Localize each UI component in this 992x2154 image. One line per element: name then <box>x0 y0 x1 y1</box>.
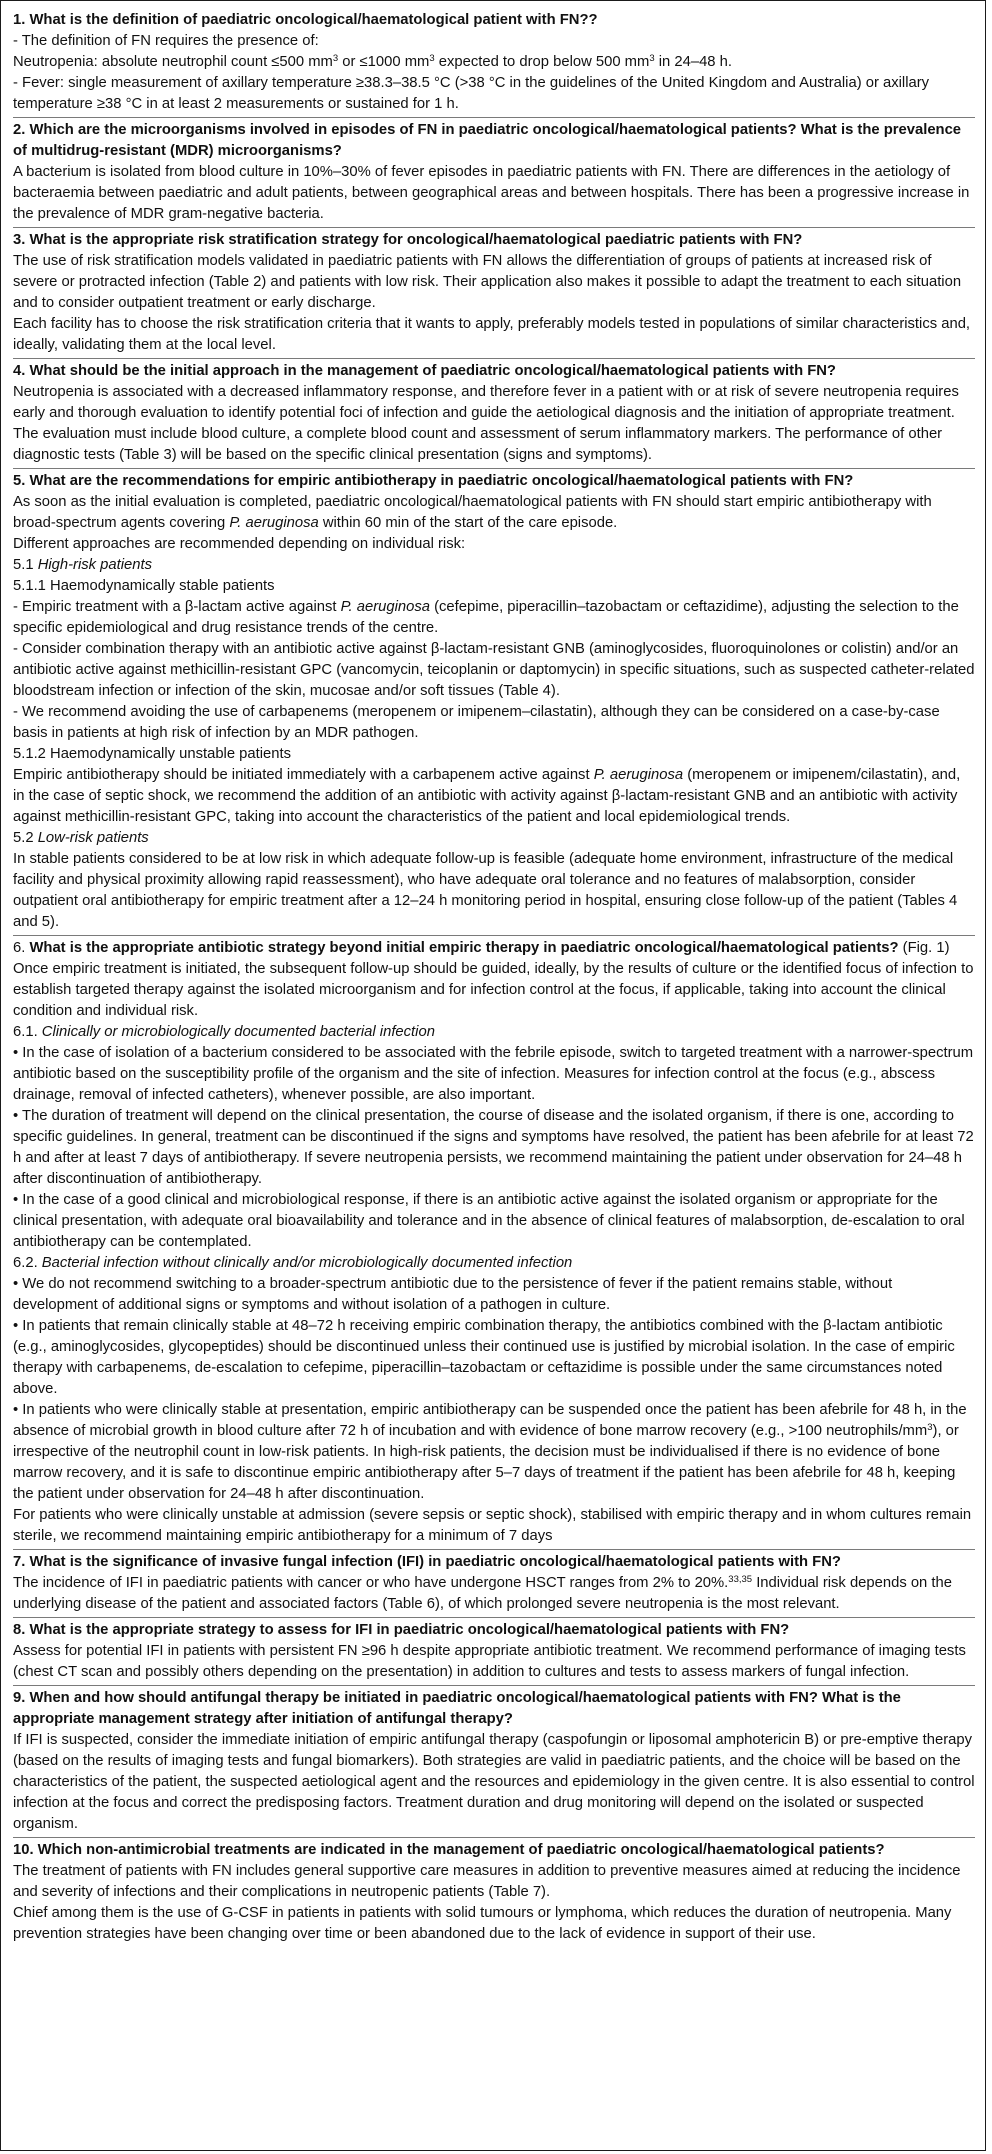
divider <box>13 935 975 936</box>
subheading-6-1: 6.1. Clinically or microbiologically documented bacterial infection <box>13 1024 435 1040</box>
subheading-5-1-2: 5.1.2 Haemodynamically unstable patients <box>13 746 292 762</box>
q6-item: • In patients who were clinically stable at presentation, empiric antibiotherapy can be suspended once the patient has been afebrile for 48 h, in the absence of microbial growth in blood culture after 72 h of incubation and with evidence of bone marrow recovery (e.g., >100 neutrophils/$mm^3$), or irrespective of the neutrophil count in low-risk patients. In high-risk patients, the decision must be individualised if there is no evidence of bone marrow recovery, and it is safe to discontinue empiric antibiotherapy after 5–7 days of treatment if the patient has been afebrile for 48 h, keeping the patient under observation for 24–48 h after discontinuation. <box>13 1402 967 1502</box>
q4-paragraph: Neutropenia is associated with a decreased inflammatory response, and therefore fever in a patient with or at risk of severe neutropenia requires early and thorough evaluation to identify potential foci of infection and guide the aetiological diagnosis and the initiation of appropriate treatment. The evaluation must include blood culture, a complete blood count and assessment of serum inflammatory markers. The performance of other diagnostic tests (Table 3) will be based on the specific clinical presentation (signs and symptoms). <box>13 384 959 463</box>
q10-paragraph: The treatment of patients with FN includes general supportive care measures in addition to preventive measures aimed at reducing the incidence and severity of infections and their complications in neutropenic patients (Table 7). <box>13 1863 961 1900</box>
question-6: 6. What is the appropriate antibiotic strategy beyond initial empiric therapy in paediatric oncological/haematological patients? (Fig. 1) <box>13 940 950 956</box>
q5-paragraph: In stable patients considered to be at low risk in which adequate follow-up is feasible (adequate home environment, infrastructure of the medical facility and physical proximity allowing rapid reassessment), who have adequate oral tolerance and no features of malabsorption, consider outpatient oral antibiotherapy for empiric treatment after a 12–24 h monitoring period in hospital, ensuring close follow-up of the patient (Tables 4 and 5). <box>13 851 958 930</box>
q1-paragraph: - The definition of FN requires the presence of: <box>13 33 319 49</box>
subheading-5-2: 5.2 Low-risk patients <box>13 830 149 846</box>
question-1: 1. What is the definition of paediatric oncological/haematological patient with FN?? <box>13 12 598 28</box>
q6-item: • The duration of treatment will depend on the clinical presentation, the course of disease and the isolated organism, if there is one, according to specific guidelines. In general, treatment can be discontinued if the signs and symptoms have resolved, the patient has been afebrile for at least 72 h and after at least 7 days of antibiotherapy. If severe neutropenia persists, we recommend maintaining the patient under observation for 24–48 h after discontinuation of antibiotherapy. <box>13 1108 974 1187</box>
divider <box>13 117 975 118</box>
divider <box>13 1549 975 1550</box>
q10-paragraph: Chief among them is the use of G-CSF in patients in patients with solid tumours or lymphoma, which reduces the duration of neutropenia. Many prevention strategies have been changing over time or been abandoned due to the lack of evidence in support of their use. <box>13 1905 952 1942</box>
divider <box>13 468 975 469</box>
subheading-6-2: 6.2. Bacterial infection without clinically and/or microbiologically documented infection <box>13 1255 573 1271</box>
question-9: 9. When and how should antifungal therapy be initiated in paediatric oncological/haematological patients with FN? What is the appropriate management strategy after initiation of antifungal therapy? <box>13 1690 901 1727</box>
question-5: 5. What are the recommendations for empiric antibiotherapy in paediatric oncological/haematological patients with FN? <box>13 473 854 489</box>
divider <box>13 1617 975 1618</box>
q2-paragraph: A bacterium is isolated from blood culture in 10%–30% of fever episodes in paediatric patients with FN. There are differences in the aetiology of bacteraemia between paediatric and adult patients, between geographical areas and between hospitals. There has been a progressive increase in the prevalence of MDR gram-negative bacteria. <box>13 164 970 222</box>
q5-item: - Empiric treatment with a β-lactam active against P. aeruginosa (cefepime, piperacillin–tazobactam or ceftazidime), adjusting the selection to the specific epidemiological and drug resistance trends of the centre. <box>13 599 959 636</box>
question-8: 8. What is the appropriate strategy to assess for IFI in paediatric oncological/haematological patients with FN? <box>13 1622 790 1638</box>
q6-item: • In patients that remain clinically stable at 48–72 h receiving empiric combination therapy, the antibiotics combined with the β-lactam antibiotic (e.g., aminoglycosides, glycopeptides) should be discontinued unless their continued use is justified by microbial isolation. In the case of empiric therapy with carbapenems, de-escalation to cefepime, piperacillin–tazobactam or ceftazidime is possible under the same circumstances noted above. <box>13 1318 955 1397</box>
question-7: 7. What is the significance of invasive fungal infection (IFI) in paediatric oncological/haematological patients with FN? <box>13 1554 841 1570</box>
q1-neutropenia: Neutropenia: absolute neutrophil count ≤500 $mm^3$ or ≤1000 $mm^3$ expected to drop below 500 $mm^3$ in 24–48 h. <box>13 53 732 70</box>
q5-paragraph: Different approaches are recommended depending on individual risk: <box>13 536 466 552</box>
q5-paragraph: Empiric antibiotherapy should be initiated immediately with a carbapenem active against P. aeruginosa (meropenem or imipenem/cilastatin), and, in the case of septic shock, we recommend the addition of an antibiotic with activity against β-lactam-resistant GNB and an antibiotic with activity against methicillin-resistant GPC, taking into account the characteristics of the patient and local epidemiological trends. <box>13 767 961 825</box>
q7-paragraph: The incidence of IFI in paediatric patients with cancer or who have undergone HSCT ranges from 2% to 20%.$^{33,35}$ Individual risk depends on the underlying disease of the patient and associated factors (Table 6), of which prolonged severe neutropenia is the most relevant. <box>13 1574 952 1612</box>
q5-item: - Consider combination therapy with an antibiotic active against β-lactam-resistant GNB (aminoglycosides, fluoroquinolones or colistin) and/or an antibiotic active against methicillin-resistant GPC (vancomycin, teicoplanin or daptomycin) in specific situations, such as suspected catheter-related bloodstream infection or infection of the skin, mucosae and/or soft tissues (Table 4). <box>13 641 975 699</box>
q6-paragraph: For patients who were clinically unstable at admission (severe sepsis or septic shock), stabilised with empiric therapy and in whom cultures remain sterile, we recommend maintaining empiric antibiotherapy for a minimum of 7 days <box>13 1507 972 1544</box>
q3-paragraph: Each facility has to choose the risk stratification criteria that it wants to apply, preferably models tested in populations of similar characteristics and, ideally, validating them at the local level. <box>13 316 971 353</box>
subheading-5-1-1: 5.1.1 Haemodynamically stable patients <box>13 578 275 594</box>
divider <box>13 358 975 359</box>
q6-item: • In the case of isolation of a bacterium considered to be associated with the febrile episode, switch to targeted treatment with a narrower-spectrum antibiotic based on the susceptibility profile of the organism and the site of infection. Measures for infection control at the focus (e.g., abscess drainage, removal of infected catheters), whenever possible, are also important. <box>13 1045 974 1103</box>
q1-fever: - Fever: single measurement of axillary temperature ≥38.3–38.5 °C (>38 °C in the guidelines of the United Kingdom and Australia) or axillary temperature ≥38 °C in at least 2 measurements or sustained for 1 h. <box>13 75 930 112</box>
q9-paragraph: If IFI is suspected, consider the immediate initiation of empiric antifungal therapy (caspofungin or liposomal amphotericin B) or pre-emptive therapy (based on the results of imaging tests and fungal biomarkers). Both strategies are valid in paediatric patients, and the choice will be based on the characteristics of the patient, the suspected aetiological agent and the resources and epidemiology in the given centre. It is also essential to control infection at the focus and correct the predisposing factors. Treatment duration and drug monitoring will depend on the isolated or suspected organism. <box>13 1732 975 1832</box>
divider <box>13 1837 975 1838</box>
q5-item: - We recommend avoiding the use of carbapenems (meropenem or imipenem–cilastatin), although they can be considered on a case-by-case basis in patients at high risk of infection by an MDR pathogen. <box>13 704 940 741</box>
q6-item: • We do not recommend switching to a broader-spectrum antibiotic due to the persistence of fever if the patient remains stable, without development of additional signs or symptoms and without isolation of a pathogen in culture. <box>13 1276 893 1313</box>
q5-paragraph: As soon as the initial evaluation is completed, paediatric oncological/haematological patients with FN should start empiric antibiotherapy with broad-spectrum agents covering P. aeruginosa within 60 min of the start of the care episode. <box>13 494 932 531</box>
question-10: 10. Which non-antimicrobial treatments are indicated in the management of paediatric oncological/haematological patients? <box>13 1842 885 1858</box>
divider <box>13 227 975 228</box>
q6-paragraph: Once empiric treatment is initiated, the subsequent follow-up should be guided, ideally, by the results of culture or the identified focus of infection to establish targeted therapy against the isolated microorganism and for infection control at the focus, if applicable, taking into account the clinical condition and individual risk. <box>13 961 974 1019</box>
question-2: 2. Which are the microorganisms involved in episodes of FN in paediatric oncological/haematological patients? What is the prevalence of multidrug-resistant (MDR) microorganisms? <box>13 122 962 159</box>
question-4: 4. What should be the initial approach in the management of paediatric oncological/haematological patients with FN? <box>13 363 836 379</box>
divider <box>13 1685 975 1686</box>
q6-item: • In the case of a good clinical and microbiological response, if there is an antibiotic active against the isolated organism or appropriate for the clinical presentation, with adequate oral bioavailability and tolerance and in the absence of clinical features of malabsorption, de-escalation to oral antibiotherapy can be contemplated. <box>13 1192 965 1250</box>
q3-paragraph: The use of risk stratification models validated in paediatric patients with FN allows the differentiation of groups of patients at increased risk of severe or protracted infection (Table 2) and patients with low risk. Their application also makes it possible to adapt the treatment to each situation and to consider outpatient treatment or early discharge. <box>13 253 962 311</box>
q8-paragraph: Assess for potential IFI in patients with persistent FN ≥96 h despite appropriate antibiotic treatment. We recommend performance of imaging tests (chest CT scan and possibly others depending on the presentation) in addition to cultures and tests to assess markers of fungal infection. <box>13 1643 966 1680</box>
question-3: 3. What is the appropriate risk stratification strategy for oncological/haematological paediatric patients with FN? <box>13 232 803 248</box>
subheading-5-1: 5.1 High-risk patients <box>13 557 152 573</box>
